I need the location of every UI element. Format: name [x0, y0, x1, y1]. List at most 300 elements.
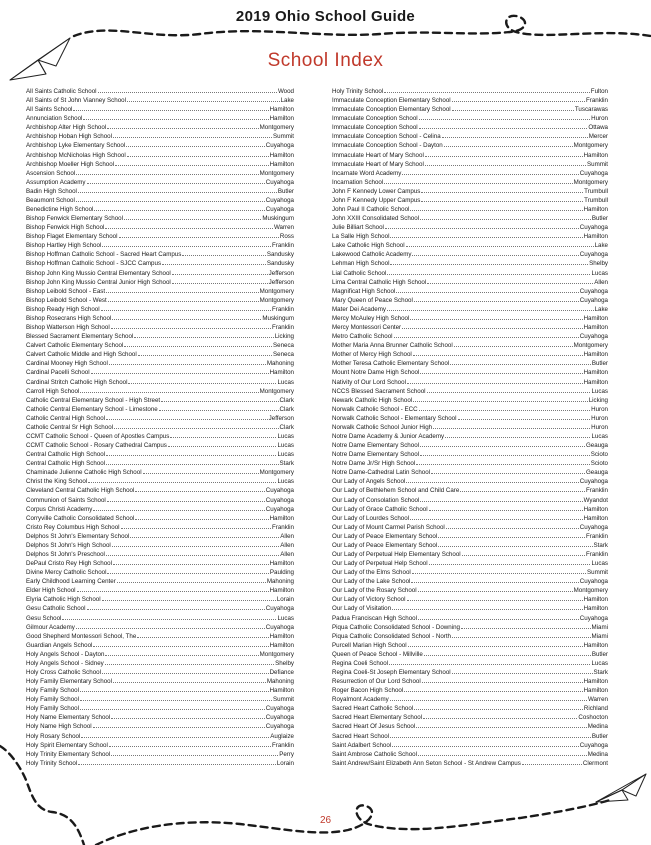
county-name: Lucas — [277, 451, 294, 459]
dot-leader — [106, 458, 278, 465]
index-entry — [332, 513, 608, 522]
school-name: Catholic Central High School — [26, 414, 106, 422]
index-entry — [26, 522, 294, 531]
dot-leader — [423, 712, 577, 719]
dot-leader — [108, 295, 259, 302]
county-name: Seneca — [273, 342, 294, 350]
school-name: Our Lady of Perpetual Help School — [332, 560, 428, 568]
county-name: Franklin — [585, 97, 608, 105]
dot-leader — [101, 304, 271, 311]
county-name: Franklin — [271, 324, 294, 332]
index-entry — [26, 395, 294, 404]
county-name: Fulton — [590, 88, 608, 95]
index-entry — [332, 712, 608, 721]
county-name: Sandusky — [266, 251, 294, 259]
index-entry — [332, 313, 608, 322]
dot-leader — [452, 631, 590, 638]
dot-leader — [115, 159, 269, 166]
school-name: Holy Name Elementary School — [26, 714, 111, 722]
school-name: Archbishop Lyke Elementary School — [26, 142, 126, 150]
dot-leader — [117, 576, 266, 583]
county-name: Scioto — [590, 460, 608, 468]
county-name: Cuyahoga — [579, 478, 608, 486]
index-entry — [26, 131, 294, 140]
dot-leader — [78, 758, 276, 765]
school-name: Cristo Rey Columbus High School — [26, 523, 120, 531]
index-entry — [332, 613, 608, 622]
index-entry — [332, 585, 608, 594]
school-name: Our Lady of Victory School — [332, 596, 406, 604]
dot-leader — [111, 712, 265, 719]
school-name: Ascension School — [26, 169, 76, 177]
index-entry — [332, 240, 608, 249]
index-entry — [332, 122, 608, 131]
dot-leader — [425, 150, 583, 157]
county-name: Huron — [591, 405, 608, 413]
county-name: Lucas — [277, 614, 294, 622]
school-name: Bishop Watterson High School — [26, 324, 110, 332]
school-name: Bishop John King Mussio Central Elementary School — [26, 269, 171, 277]
school-name: All Saints Catholic School — [26, 88, 97, 95]
dot-leader — [458, 413, 591, 420]
dot-leader — [407, 377, 583, 384]
index-entry — [26, 240, 294, 249]
county-name: Montgomery — [259, 650, 294, 658]
dot-leader — [410, 513, 583, 520]
index-entry — [332, 649, 608, 658]
index-entry — [332, 567, 608, 576]
index-entry — [26, 685, 294, 694]
school-name: Communion of Saints School — [26, 496, 106, 504]
county-name: Lake — [594, 242, 608, 250]
county-name: Montgomery — [259, 296, 294, 304]
school-name: Mount Notre Dame High School — [332, 369, 420, 377]
school-name: Holy Angels School - Sidney — [26, 659, 104, 667]
index-entry — [26, 140, 294, 149]
county-name: Perry — [279, 750, 294, 758]
school-name: Mother Teresa Catholic Elementary School — [332, 360, 450, 368]
county-name: Allen — [280, 550, 294, 558]
county-name: Stark — [593, 541, 608, 549]
county-name: Muskingum — [262, 314, 294, 322]
county-name: Franklin — [585, 487, 608, 495]
index-entry — [332, 721, 608, 730]
school-name: Elder High School — [26, 587, 76, 595]
county-name: Franklin — [271, 305, 294, 313]
dot-leader — [172, 277, 268, 284]
school-name: NCCS Blessed Sacrament School — [332, 387, 426, 395]
school-name: Bishop Hoffman Catholic School - SJCC Campus — [26, 260, 162, 268]
school-name: Chaminade Julienne Catholic High School — [26, 469, 142, 477]
dot-leader — [111, 322, 271, 329]
county-name: Seneca — [273, 351, 294, 359]
county-name: Trumbull — [584, 187, 608, 195]
county-name: Hamilton — [269, 106, 294, 114]
school-name: Bishop John King Mussio Central Junior High School — [26, 278, 171, 286]
index-entry — [332, 249, 608, 258]
county-name: Allen — [280, 541, 294, 549]
school-name: Central Catholic High School — [26, 460, 106, 468]
dot-leader — [460, 485, 585, 492]
school-name: Bishop Hartley High School — [26, 242, 102, 250]
county-name: Mahoning — [266, 360, 294, 368]
county-name: Hamilton — [583, 351, 608, 359]
index-entry — [332, 367, 608, 376]
school-name: Our Lady of Mount Carmel Parish School — [332, 523, 445, 531]
county-name: Cuyahoga — [579, 523, 608, 531]
county-name: Hamilton — [583, 324, 608, 332]
index-entry — [26, 358, 294, 367]
school-name: Catholic Central Elementary School - High Street — [26, 396, 161, 404]
county-name: Mahoning — [266, 578, 294, 586]
school-name: Delphos St John's Elementary School — [26, 532, 130, 540]
dot-leader — [410, 313, 582, 320]
school-name: Holy Family School — [26, 696, 79, 704]
dot-leader — [80, 703, 265, 710]
county-name: Lucas — [591, 560, 608, 568]
school-name: Sacred Heart Elementary School — [332, 714, 423, 722]
county-name: Lucas — [591, 387, 608, 395]
dot-leader — [83, 113, 268, 120]
index-entry — [332, 676, 608, 685]
dot-leader — [411, 576, 578, 583]
dot-leader — [406, 476, 579, 483]
dot-leader — [412, 567, 586, 574]
dot-leader — [102, 667, 269, 674]
school-name: Guardian Angels School — [26, 641, 93, 649]
dot-leader — [452, 95, 585, 102]
dot-leader — [80, 685, 269, 692]
county-name: Allen — [280, 532, 294, 540]
school-name: La Salle High School — [332, 233, 390, 241]
dot-leader — [124, 213, 261, 220]
county-name: Montgomery — [573, 142, 608, 150]
school-name: Our Lady of the Rosary School — [332, 587, 417, 595]
school-name: Holy Family School — [26, 705, 79, 713]
index-entry — [26, 694, 294, 703]
county-name: Cuyahoga — [265, 196, 294, 204]
index-entry — [332, 640, 608, 649]
index-entry — [332, 576, 608, 585]
county-name: Hamilton — [269, 151, 294, 159]
county-name: Cuyahoga — [579, 224, 608, 232]
index-entry — [26, 231, 294, 240]
dot-leader — [121, 522, 271, 529]
index-entry — [332, 213, 608, 222]
index-entry — [26, 676, 294, 685]
dot-leader — [425, 159, 586, 166]
dot-leader — [107, 122, 258, 129]
school-name: Newark Catholic High School — [332, 396, 413, 404]
index-entry — [332, 558, 608, 567]
county-name: Summit — [587, 160, 608, 168]
index-entry — [26, 458, 294, 467]
dot-leader — [422, 676, 583, 683]
index-entry — [26, 249, 294, 258]
dot-leader — [438, 540, 592, 547]
school-name: Mother Maria Anna Brunner Catholic School — [332, 342, 453, 350]
county-name: Lake — [280, 97, 294, 105]
school-name: Our Lady of Grace Catholic School — [332, 505, 428, 513]
index-entry — [26, 603, 294, 612]
index-entry — [26, 340, 294, 349]
dot-leader — [105, 658, 274, 665]
dot-leader — [454, 340, 573, 347]
school-name: Immaculate Conception School — [332, 115, 418, 123]
index-entry — [26, 631, 294, 640]
school-name: Padua Franciscan High School — [332, 614, 417, 622]
dot-leader — [407, 594, 583, 601]
school-name: Notre Dame Jr/Sr High School — [332, 460, 416, 468]
county-name: Franklin — [271, 741, 294, 749]
index-entry — [332, 349, 608, 358]
index-entry — [332, 231, 608, 240]
dot-leader — [450, 358, 591, 365]
school-name: Christ the King School — [26, 478, 88, 486]
school-name: Calvert Catholic Elementary School — [26, 342, 124, 350]
county-name: Hamilton — [269, 687, 294, 695]
school-name: Our Lady of the Lake School — [332, 578, 411, 586]
county-name: Montgomery — [259, 287, 294, 295]
school-name: Queen of Peace School - Millville — [332, 650, 423, 658]
dot-leader — [420, 367, 582, 374]
index-entry — [26, 86, 294, 95]
school-name: Magnificat High School — [332, 287, 396, 295]
school-name: Our Lady of Lourdes School — [332, 514, 410, 522]
dot-leader — [385, 222, 579, 229]
index-entry — [26, 749, 294, 758]
county-name: Hamilton — [583, 206, 608, 214]
county-name: Jefferson — [268, 278, 294, 286]
index-entry — [332, 594, 608, 603]
paper-plane-small-icon — [596, 774, 646, 802]
county-name: Hamilton — [583, 687, 608, 695]
county-name: Cuyahoga — [579, 614, 608, 622]
county-name: Hamilton — [269, 560, 294, 568]
dot-leader — [404, 685, 582, 692]
dot-leader — [390, 231, 582, 238]
county-name: Hamilton — [583, 369, 608, 377]
index-entry — [332, 268, 608, 277]
index-entry — [26, 313, 294, 322]
index-entry — [332, 258, 608, 267]
index-entry — [26, 567, 294, 576]
school-name: DePaul Cristo Rey High School — [26, 560, 112, 568]
school-name: Holy Cross Catholic School — [26, 669, 101, 676]
school-name: Norwalk Catholic School Junior High — [332, 423, 433, 431]
dot-leader — [384, 86, 590, 93]
school-name: Norwalk Catholic School - Elementary School — [332, 414, 457, 422]
county-name: Lucas — [277, 442, 294, 450]
county-name: Defiance — [269, 669, 294, 676]
county-name: Huron — [591, 414, 608, 422]
index-entry — [26, 186, 294, 195]
index-entry — [332, 195, 608, 204]
county-name: Stark — [279, 460, 294, 468]
dot-leader — [429, 504, 583, 511]
dot-leader — [109, 740, 271, 747]
school-name: Bishop Fenwick Elementary School — [26, 215, 123, 223]
index-entry — [332, 749, 608, 758]
dot-leader — [114, 422, 279, 429]
index-entry — [26, 113, 294, 122]
school-name: Bishop Rosecrans High School — [26, 314, 112, 322]
dot-leader — [135, 513, 268, 520]
school-name: Immaculate Conception School - Celina — [332, 133, 441, 141]
index-entry — [26, 177, 294, 186]
index-entry — [332, 467, 608, 476]
school-name: Saint Adalbert School — [332, 741, 392, 749]
county-name: Hamilton — [583, 641, 608, 649]
index-entry — [26, 740, 294, 749]
county-name: Wood — [277, 88, 294, 95]
dot-leader — [402, 322, 582, 329]
school-name: Early Childhood Learning Center — [26, 578, 116, 586]
county-name: Franklin — [271, 523, 294, 531]
school-name: Divine Mercy Catholic School — [26, 569, 107, 577]
index-entry — [332, 222, 608, 231]
index-entry — [26, 431, 294, 440]
index-entry — [26, 386, 294, 395]
county-name: Huron — [591, 115, 608, 123]
school-name: Our Lady of Peace Elementary School — [332, 532, 438, 540]
school-name: Royalmont Academy — [332, 696, 389, 704]
index-entry — [332, 358, 608, 367]
school-name: Bishop Hoffman Catholic School - Sacred Heart Campus — [26, 251, 182, 259]
school-name: Our Lady of Visitation — [332, 605, 392, 613]
county-name: Geauga — [585, 469, 608, 477]
index-entry — [332, 413, 608, 422]
county-name: Montgomery — [573, 587, 608, 595]
index-entry — [332, 204, 608, 213]
county-name: Butler — [591, 215, 608, 223]
dot-leader — [433, 422, 590, 429]
school-name: Notre Dame Elementary School — [332, 451, 420, 459]
county-name: Trumbull — [584, 196, 608, 204]
school-name: Resurrection of Our Lord School — [332, 678, 421, 686]
dot-leader — [107, 495, 265, 502]
index-entry — [332, 631, 608, 640]
index-entry — [332, 331, 608, 340]
dot-leader — [76, 168, 258, 175]
index-entry — [332, 740, 608, 749]
index-entry — [332, 495, 608, 504]
dot-leader — [410, 204, 582, 211]
index-entry — [332, 395, 608, 404]
county-name: Cuyahoga — [265, 505, 294, 513]
school-name: Notre Dame Academy & Junior Academy — [332, 432, 445, 440]
dot-leader — [162, 258, 266, 265]
county-name: Geauga — [585, 442, 608, 450]
school-name: Lima Central Catholic High School — [332, 278, 427, 286]
school-name: Sacred Heart School — [332, 732, 390, 740]
county-name: Hamilton — [269, 587, 294, 595]
index-entry — [332, 386, 608, 395]
county-name: Hamilton — [583, 378, 608, 386]
county-name: Hamilton — [269, 160, 294, 168]
index-entry — [332, 667, 608, 676]
dot-leader — [446, 522, 579, 529]
school-name: Our Lady of Angels School — [332, 478, 406, 486]
dot-leader — [113, 558, 269, 565]
county-name: Allen — [594, 278, 608, 286]
school-name: Immaculate Conception Elementary School — [332, 106, 451, 114]
index-entry — [26, 485, 294, 494]
school-name: Archbishop Moeller High School — [26, 160, 115, 168]
dot-leader — [93, 640, 268, 647]
dot-leader — [172, 268, 268, 275]
index-entry — [332, 168, 608, 177]
county-name: Lucas — [277, 378, 294, 386]
index-entry — [332, 304, 608, 313]
index-entry — [26, 331, 294, 340]
school-name: Incarnation School — [332, 178, 384, 186]
dot-leader — [389, 658, 590, 665]
index-entry — [332, 95, 608, 104]
county-name: Richland — [583, 705, 608, 713]
index-entry — [26, 513, 294, 522]
index-entry — [26, 585, 294, 594]
index-entry — [26, 377, 294, 386]
school-name: Gilmour Academy — [26, 623, 75, 631]
school-name: Lial Catholic School — [332, 269, 387, 277]
index-entry — [26, 712, 294, 721]
index-entry — [26, 104, 294, 113]
school-name: Elyria Catholic High School — [26, 596, 101, 604]
index-entry — [26, 367, 294, 376]
county-name: Franklin — [585, 550, 608, 558]
county-name: Summit — [587, 569, 608, 577]
county-name: Lucas — [591, 269, 608, 277]
county-name: Hamilton — [583, 151, 608, 159]
county-name: Cuyahoga — [265, 496, 294, 504]
school-name: Corpus Christi Academy — [26, 505, 93, 513]
dot-leader — [420, 213, 591, 220]
index-entry — [26, 667, 294, 676]
dot-leader — [112, 540, 279, 547]
index-entry — [26, 222, 294, 231]
index-entry — [26, 495, 294, 504]
index-entry — [332, 431, 608, 440]
index-entry — [26, 295, 294, 304]
index-entry — [26, 613, 294, 622]
dot-leader — [413, 395, 588, 402]
index-entry — [332, 685, 608, 694]
dot-leader — [420, 449, 590, 456]
dot-leader — [419, 404, 591, 411]
dot-leader — [130, 531, 279, 538]
school-name: John XXIII Consolidated School — [332, 215, 420, 223]
index-entry — [26, 540, 294, 549]
dot-leader — [107, 567, 268, 574]
county-name: Clark — [279, 405, 294, 413]
dot-leader — [387, 268, 590, 275]
index-entry — [26, 703, 294, 712]
index-entry — [26, 304, 294, 313]
index-entry — [332, 522, 608, 531]
county-name: Montgomery — [259, 469, 294, 477]
dot-leader — [111, 749, 278, 756]
county-name: Cuyahoga — [265, 723, 294, 731]
index-entry — [26, 531, 294, 540]
dot-leader — [419, 122, 588, 129]
index-entry — [332, 404, 608, 413]
school-name: Our Lady of the Elms School — [332, 569, 411, 577]
index-entry — [332, 658, 608, 667]
county-name: Miami — [591, 623, 608, 631]
dot-leader — [394, 331, 579, 338]
county-name: Ottawa — [588, 124, 608, 132]
